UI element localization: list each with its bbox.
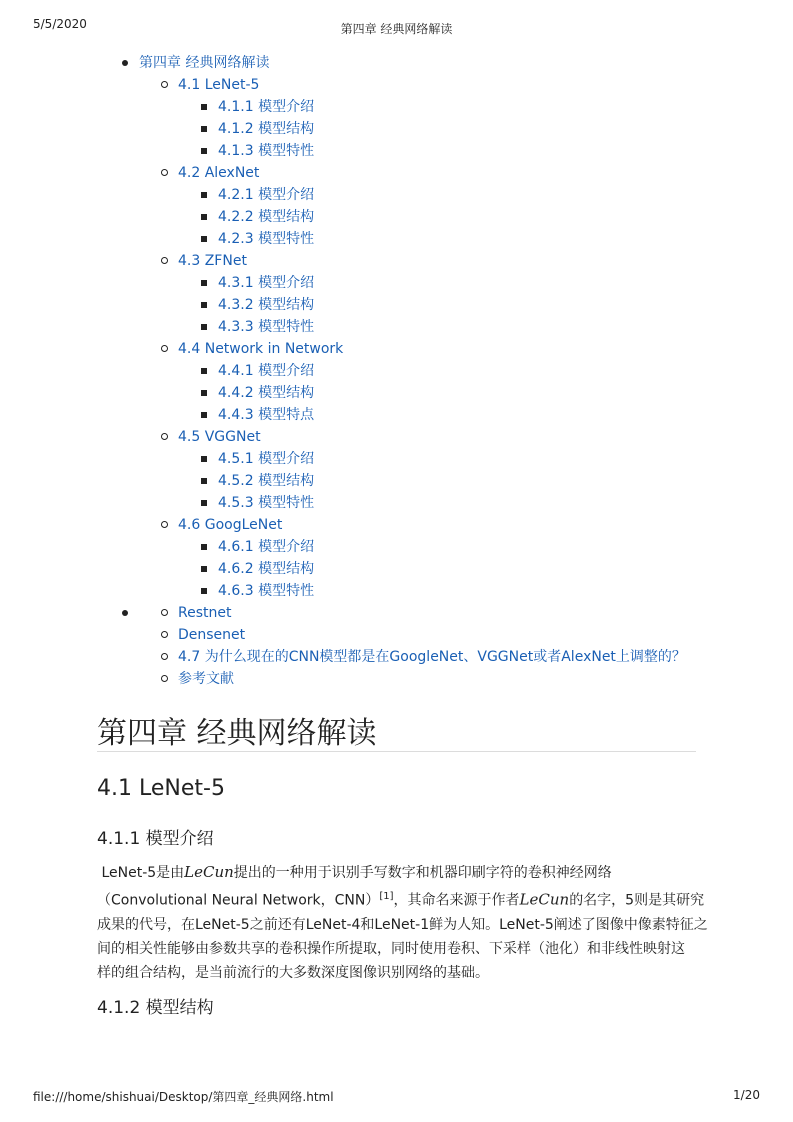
toc-link[interactable]: 4.6.3 模型特性 <box>218 583 315 599</box>
toc-link[interactable]: 4.3.3 模型特性 <box>218 319 315 335</box>
circle-bullet-icon <box>161 653 168 660</box>
toc-item-subsection[interactable] <box>0 118 793 140</box>
toc-item-section[interactable] <box>0 338 793 360</box>
square-bullet-icon <box>201 544 207 550</box>
toc-link[interactable]: 4.7 为什么现在的CNN模型都是在GoogleNet、VGGNet或者AlexNet上调整的？ <box>178 649 686 665</box>
square-bullet-icon <box>201 236 207 242</box>
toc-link[interactable]: 4.1 LeNet-5 <box>178 77 260 93</box>
toc-link[interactable]: 4.1.2 模型结构 <box>218 121 315 137</box>
square-bullet-icon <box>201 500 207 506</box>
toc-link[interactable]: 4.2 AlexNet <box>178 165 260 181</box>
toc-item-chapter[interactable] <box>0 52 793 74</box>
header-date: 5/5/2020 <box>33 17 87 31</box>
toc-item-subsection[interactable] <box>0 140 793 162</box>
toc-link[interactable]: 4.5.1 模型介绍 <box>218 451 315 467</box>
toc-item-subsection[interactable] <box>0 404 793 426</box>
toc-link[interactable]: 4.6.1 模型介绍 <box>218 539 315 555</box>
circle-bullet-icon <box>161 81 168 88</box>
toc-link[interactable]: 4.4.2 模型结构 <box>218 385 315 401</box>
para-text: （Convolutional Neural Network，CNN） <box>97 892 380 909</box>
square-bullet-icon <box>201 126 207 132</box>
toc-item-subsection[interactable] <box>0 272 793 294</box>
toc-item-subsection[interactable] <box>0 536 793 558</box>
toc-item-section[interactable] <box>0 514 793 536</box>
toc-link[interactable]: 4.5 VGGNet <box>178 429 261 445</box>
disc-bullet-icon <box>122 610 128 616</box>
square-bullet-icon <box>201 566 207 572</box>
subsection-heading-intro: 4.1.1 模型介绍 <box>97 829 214 849</box>
toc-link[interactable]: 4.4 Network in Network <box>178 341 344 357</box>
square-bullet-icon <box>201 456 207 462</box>
circle-bullet-icon <box>161 609 168 616</box>
toc-link[interactable]: 4.3.1 模型介绍 <box>218 275 315 291</box>
para-line <box>97 860 697 885</box>
disc-bullet-icon <box>122 60 128 66</box>
toc-link[interactable]: 4.1.3 模型特性 <box>218 143 315 159</box>
footer-page-number: 1/20 <box>733 1088 760 1102</box>
para-line: 成果的代号，在LeNet-5之前还有LeNet-4和LeNet-1鲜为人知。LeNet-5阐述了图像中像素特征之 <box>97 916 708 933</box>
circle-bullet-icon <box>161 169 168 176</box>
heading-divider <box>97 751 696 752</box>
toc-item-subsection[interactable] <box>0 492 793 514</box>
square-bullet-icon <box>201 368 207 374</box>
toc-item-extra[interactable] <box>0 646 793 668</box>
toc-item-subsection[interactable] <box>0 448 793 470</box>
toc-link[interactable]: 4.5.2 模型结构 <box>218 473 315 489</box>
toc-item-subsection[interactable] <box>0 184 793 206</box>
toc-item-subsection[interactable] <box>0 316 793 338</box>
square-bullet-icon <box>201 148 207 154</box>
toc-item-section[interactable] <box>0 162 793 184</box>
square-bullet-icon <box>201 280 207 286</box>
circle-bullet-icon <box>161 521 168 528</box>
square-bullet-icon <box>201 390 207 396</box>
square-bullet-icon <box>201 302 207 308</box>
circle-bullet-icon <box>161 257 168 264</box>
toc-item-subsection[interactable] <box>0 558 793 580</box>
math-lecun: LeCun <box>519 890 570 909</box>
para-line <box>97 885 705 913</box>
circle-bullet-icon <box>161 345 168 352</box>
square-bullet-icon <box>201 324 207 330</box>
toc-item-extra[interactable] <box>0 668 793 690</box>
square-bullet-icon <box>201 214 207 220</box>
para-line: 样的组合结构，是当前流行的大多数深度图像识别网络的基础。 <box>97 964 489 981</box>
toc-item-subsection[interactable] <box>0 294 793 316</box>
toc-link[interactable]: 4.6 GoogLeNet <box>178 517 283 533</box>
section-heading: 4.1 LeNet-5 <box>97 776 225 801</box>
header-title: 第四章 经典网络解读 <box>340 22 453 36</box>
intro-paragraph <box>97 860 708 985</box>
toc-link[interactable]: 4.2.1 模型介绍 <box>218 187 315 203</box>
para-text: LeNet-5是由 <box>101 865 185 881</box>
toc-link[interactable]: 4.4.1 模型介绍 <box>218 363 315 379</box>
toc-item-subsection[interactable] <box>0 206 793 228</box>
toc-link[interactable]: 第四章 经典网络解读 <box>139 55 270 71</box>
footer-path: file:///home/shishuai/Desktop/第四章_经典网络.html <box>33 1090 334 1104</box>
toc-link[interactable]: 4.5.3 模型特性 <box>218 495 315 511</box>
toc-item-extra[interactable] <box>0 602 793 624</box>
toc-link[interactable]: Densenet <box>178 627 246 643</box>
toc-item-extra[interactable] <box>0 624 793 646</box>
subsection-heading-structure: 4.1.2 模型结构 <box>97 998 214 1018</box>
toc-item-subsection[interactable] <box>0 96 793 118</box>
toc-item-subsection[interactable] <box>0 228 793 250</box>
toc-item-section[interactable] <box>0 250 793 272</box>
toc-link[interactable]: 4.6.2 模型结构 <box>218 561 315 577</box>
toc-link[interactable]: 4.3.2 模型结构 <box>218 297 315 313</box>
toc-link[interactable]: 4.2.3 模型特性 <box>218 231 315 247</box>
para-line: 间的相关性能够由参数共享的卷积操作所提取，同时使用卷积、下采样（池化）和非线性映射这 <box>97 940 685 957</box>
square-bullet-icon <box>201 104 207 110</box>
toc-item-subsection[interactable] <box>0 580 793 602</box>
math-lecun: LeCun <box>184 863 234 881</box>
toc-link[interactable]: 参考文献 <box>178 671 234 687</box>
toc-link[interactable]: 4.3 ZFNet <box>178 253 247 269</box>
toc-item-subsection[interactable] <box>0 382 793 404</box>
toc-link[interactable]: 4.2.2 模型结构 <box>218 209 315 225</box>
toc-link[interactable]: Restnet <box>178 605 232 621</box>
citation-link[interactable]: [1] <box>379 891 394 902</box>
para-text: ，其命名来源于作者 <box>393 892 520 909</box>
toc-item-section[interactable] <box>0 426 793 448</box>
square-bullet-icon <box>201 588 207 594</box>
circle-bullet-icon <box>161 433 168 440</box>
square-bullet-icon <box>201 192 207 198</box>
toc-item-subsection[interactable] <box>0 470 793 492</box>
circle-bullet-icon <box>161 631 168 638</box>
toc-item-subsection[interactable] <box>0 360 793 382</box>
square-bullet-icon <box>201 478 207 484</box>
para-text: 的名字，5则是其研究 <box>569 892 705 909</box>
toc-item-section[interactable] <box>0 74 793 96</box>
toc-link[interactable]: 4.4.3 模型特点 <box>218 407 315 423</box>
chapter-heading: 第四章 经典网络解读 <box>97 716 377 751</box>
square-bullet-icon <box>201 412 207 418</box>
toc-link[interactable]: 4.1.1 模型介绍 <box>218 99 315 115</box>
circle-bullet-icon <box>161 675 168 682</box>
para-text: 提出的一种用于识别手写数字和机器印刷字符的卷积神经网络 <box>233 865 612 881</box>
